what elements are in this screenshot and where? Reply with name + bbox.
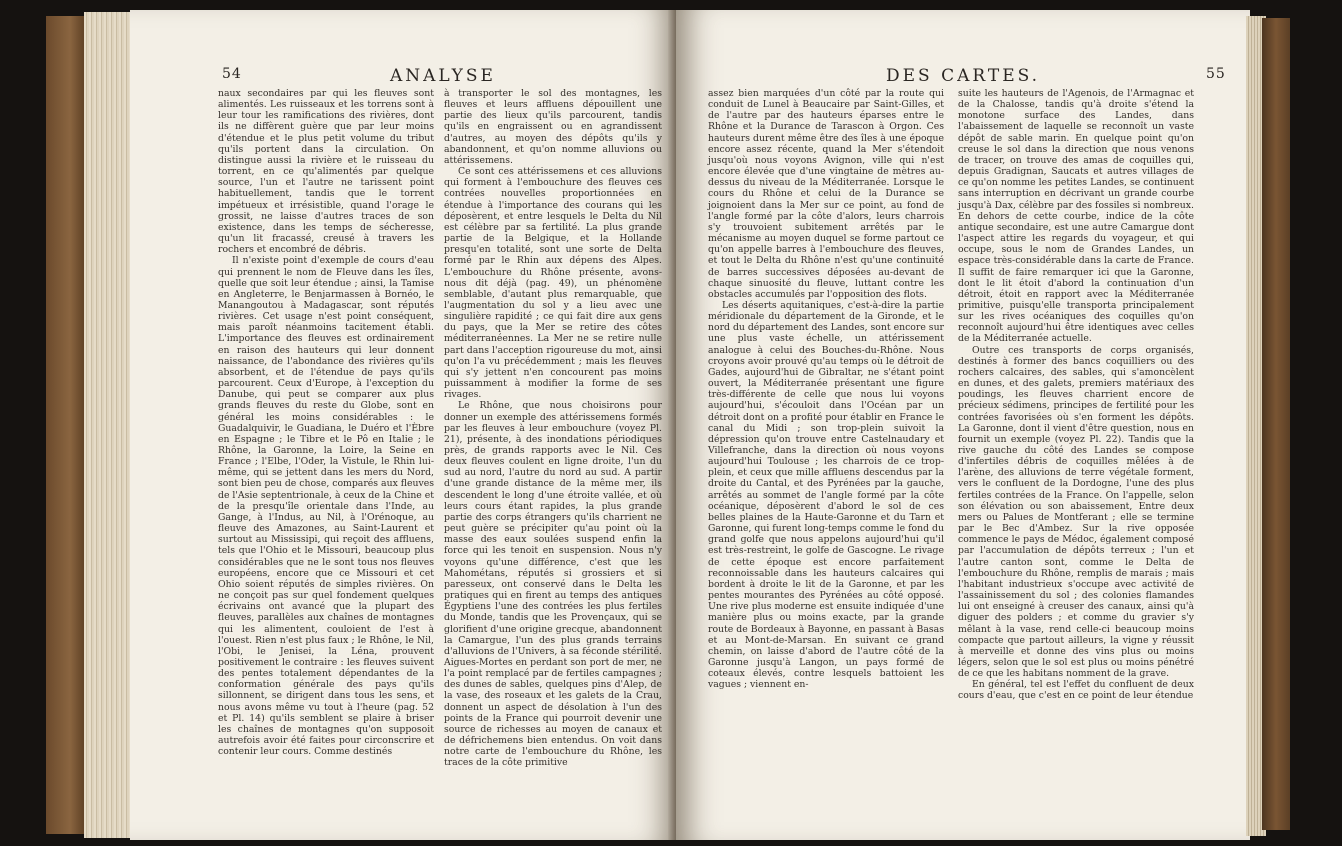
page-number: 54 xyxy=(222,66,242,82)
paragraph: Outre ces transports de corps organisés, destinés à former des bancs coquilliers ou des rochers calcaires, des sables, qui s'amoncèlent en dunes, et des galets, premiers matériaux des poudings, les fleuves charrient encore de précieux sédimens, principes de fertilité pour les contrées favorisées où s'en forment les dépôts. La Garonne, dont il vient d'être question, nous en fournit un exemple (voyez Pl. 22). Tandis que la rive gauche du côté des Landes se compose d'infertiles débris de coquilles mêlées à de l'arène, des alluvions de terre végétale forment, vers le confluent de la Dordogne, l'une des plus fertiles contrées de la France. On l'appelle, selon son élévation ou son abaissement, Entre deux mers ou Palues de Montferant ; elle se termine par le Bec d'Ambez. Sur la rive opposée commence le pays de Médoc, également composé par l'accumulation de dépôts terreux ; l'un et l'autre canton sont, comme le Delta de l'embouchure du Rhône, remplis de marais ; mais l'habitant industrieux s'occupe avec activité de l'assainissement du sol ; des colonies flamandes lui ont enseigné à creuser des canaux, ainsi qu'à diguer des polders ; et comme du gravier s'y mêlant à la vase, rend celle-ci beaucoup moins compacte que partout ailleurs, la vigne y réussit à merveille et donne des vins plus ou moins légers, selon que le sol est plus ou moins pénétré de ce que les habitans nomment de la grave. xyxy=(958,344,1194,680)
paragraph: En général, tel est l'effet du confluent de deux cours d'eau, que c'est en ce point de leur étendue xyxy=(958,679,1194,702)
running-head: DES CARTES. xyxy=(886,66,1041,86)
running-head: ANALYSE xyxy=(390,66,496,86)
page-edges-left xyxy=(84,12,132,838)
left-page xyxy=(130,10,676,840)
book-cover-left xyxy=(46,16,86,834)
paragraph: Les déserts aquitaniques, c'est-à-dire la partie méridionale du département de la Gironde, et le nord du département des Landes, sont encore sur une plus vaste échelle, un attérissement analogue à celui des Bouches-du-Rhône. Nous croyons avoir prouvé qu'au temps où le détroit de Gades, aujourd'hui de Gibraltar, ne s'étant point ouvert, la Méditerranée présentant une figure très-différente de celle que nous lui voyons aujourd'hui, s'écouloit dans l'Océan par un détroit dont on a profité pour établir en France le canal du Midi ; son trop-plein suivoit la dépression qu'on trouve entre Castelnaudary et Villefranche, dans la direction où nous voyons aujourd'hui Toulouse ; les charrois de ce trop-plein, et ceux que mille affluens descendus par la droite du Cantal, et des Pyrénées par la gauche, arrêtés au sommet de l'angle formé par la côte océanique, déposèrent d'abord le sol de ces belles plaines de la Haute-Garonne et du Tarn et Garonne, qui furent long-temps comme le fond du grand golfe que nous appelons aujourd'hui qu'il est très-restreint, le golfe de Gascogne. Le rivage de cette époque est encore parfaitement reconnoissable dans les hauteurs calcaires qui bordent à droite le lit de la Garonne, et par les pentes mourantes des Pyrénées au côté opposé. Une rive plus moderne est ensuite indiquée d'une manière plus ou moins exacte, par la grande route de Bordeaux à Bayonne, en passant à Basas et au Mont-de-Marsan. En suivant ce grand chemin, on laisse d'abord de l'autre côté de la Garonne jusqu'à Langon, un pays formé de coteaux élevés, contre lesquels battoient les vagues ; viennent en- xyxy=(708,299,944,691)
paragraph: Le Rhône, que nous choisirons pour donner un exemple des attérissemens formés par les fleuves à leur embouchure (voyez Pl. 21), présente, à des inondations périodiques près, de grands rapports avec le Nil. Ces deux fleuves coulent en ligne droite, l'un du sud au nord, l'autre du nord au sud. A partir d'une grande distance de la même mer, ils descendent le long d'une étroite vallée, et où leurs cours étant rapides, la plus grande partie des corps étrangers qu'ils charrient ne peut guère se précipiter qu'au point où la masse des eaux soulées suspend enfin la force qui les tenoit en suspension. Nous n'y voyons qu'une différence, c'est que les Mahométans, réputés si grossiers et si paresseux, ont conservé dans le Delta les pratiques qui en firent au temps des antiques Égyptiens l'une des contrées les plus fertiles du Monde, tandis que les Provençaux, qui se glorifient d'une origine grecque, abandonnent la Camargue, l'un des plus grands terrains d'alluvions de l'Univers, à sa féconde stérilité. Aigues-Mortes en perdant son port de mer, ne l'a point remplacé par de fertiles campagnes ; des dunes de sables, quelques pins d'Alep, de la vase, des roseaux et les galets de la Crau, donnent un aspect de désolation à l'un des points de la France qui pourroit devenir une source de richesses au moyen de canaux et de défrichemens bien entendus. On voit dans notre carte de l'embouchure du Rhône, les traces de la côte primitive xyxy=(444,400,662,769)
paragraph: Ce sont ces attérissemens et ces alluvions qui forment à l'embouchure des fleuves ces contrées nouvelles proportionnées en étendue à l'importance des courans qui les déposèrent, et entre lesquels le Delta du Nil est célèbre par sa fertilité. La plus grande partie de la Belgique, et la Hollande presqu'en totalité, sont une sorte de Delta formé par le Rhin aux dépens des Alpes. L'embouchure du Rhône présente, avons-nous dit déjà (pag. 49), un phénomène semblable, d'autant plus remarquable, que l'augmentation du sol y a lieu avec une singulière rapidité ; ce qui fait dire aux gens du pays, que la Mer se retire des côtes méditerranéennes. La Mer ne se retire nulle part dans l'acception rigoureuse du mot, ainsi qu'on l'a vu précédemment ; mais les fleuves qui s'y jettent n'en concourent pas moins puissamment à modifier la forme de ses rivages. xyxy=(444,166,662,401)
paragraph: suite les hauteurs de l'Agenois, de l'Armagnac et de la Chalosse, tandis qu'à droite s'étend la monotone surface des Landes, dans l'abaissement de laquelle se reconnoît un vaste dépôt de sable marin. En quelque point qu'on creuse le sol dans la direction que nous venons de tracer, on trouve des amas de coquilles qui, depuis Gradignan, Saucats et autres villages de ce qu'on nomme les petites Landes, se continuent sans interruption en décrivant un grande courbe jusqu'à Dax, célèbre par des fossiles si nombreux. En dehors de cette courbe, indice de la côte antique secondaire, est une autre Camargue dont l'aspect attire les regards du voyageur, et qui occupe, sous le nom de Grandes Landes, un espace très-considérable dans la carte de France. Il suffit de faire remarquer ici que la Garonne, dont le lit étoit d'abord la continuation d'un détroit, étoit en rapport avec la Méditerranée primitive, puisqu'elle transporta principalement sur les rives océaniques des coquilles qu'on reconnoît aujourd'hui être identiques avec celles de la Méditerranée actuelle. xyxy=(958,88,1194,345)
paragraph: Il n'existe point d'exemple de cours d'eau qui prennent le nom de Fleuve dans les îles, quelle que soit leur étendue ; ainsi, la Tamise en Angleterre, le Benjarmassen à Bornéo, le Manangoutou à Madagascar, sont réputés rivières. Cet usage n'est point conséquent, mais paroît néanmoins tacitement établi. L'importance des fleuves est ordinairement en raison des hauteurs qui leur donnent naissance, de l'abondance des rivières qu'ils absorbent, et de l'étendue de pays qu'ils parcourent. Ceux d'Europe, à l'exception du Danube, qui peut se comparer aux plus grands fleuves du reste du Globe, sont en général les moins considérables : le Guadalquivir, le Guadiana, le Duéro et l'Èbre en Espagne ; le Tibre et le Pô en Italie ; le Rhône, la Garonne, la Loire, la Seine en France ; l'Elbe, l'Oder, la Vistule, le Rhin lui-même, qui se jettent dans les mers du Nord, sont bien peu de chose, comparés aux fleuves de l'Asie septentrionale, à ceux de la Chine et de la presqu'île orientale dans l'Inde, au Gange, à l'Indus, au Nil, à l'Orénoque, au fleuve des Amazones, au Saint-Laurent et surtout au Mississipi, qui reçoit des affluens, tels que l'Ohio et le Missouri, beaucoup plus considérables que ne le sont tous nos fleuves européens, encore que ce Missouri et cet Ohio soient réputés de simples rivières. On ne conçoit pas sur quel fondement quelques écrivains ont avancé que la plupart des fleuves, parallèles aux chaînes de montagnes qui les alimentent, couloient de l'est à l'ouest. Rien n'est plus faux ; le Rhône, le Nil, l'Obi, le Jenisei, la Léna, prouvent positivement le contraire : les fleuves suivent des pentes totalement dépendantes de la conformation générale des pays qu'ils sillonnent, se dirigent dans tous les sens, et nous avons même vu tout à l'heure (pag. 52 et Pl. 14) qu'ils semblent se plaire à briser les chaînes de montagnes qu'on supposoit autrefois avoir été faites pour circonscrire et contenir leur cours. Comme destinés xyxy=(218,255,434,758)
text-column-1 xyxy=(218,88,434,757)
right-page xyxy=(676,10,1250,840)
book-cover-right xyxy=(1262,18,1290,830)
paragraph: assez bien marquées d'un côté par la route qui conduit de Lunel à Beaucaire par Saint-Gilles, et de l'autre par des hauteurs éparses entre le Rhône et la Durance de Tarascon à Orgon. Ces hauteurs durent même être des îles à une époque encore assez récente, quand la Mer s'étendoit jusqu'où nous voyons Avignon, ville qui n'est encore élevée que d'une vingtaine de mètres au-dessus du niveau de la Méditerranée. Lorsque le cours du Rhône et celui de la Durance se joignoient dans la Mer sur ce point, au fond de l'angle formé par la côte d'alors, leurs charrois s'y trouvoient subitement arrêtés par le mécanisme au moyen duquel se forme partout ce qu'on appelle barres à l'embouchure des fleuves, et tout le Delta du Rhône n'est qu'une continuité de barres successives déposées au-devant de chaque sinuosité du fleuve, luttant contre les obstacles accumulés par l'opposition des flots. xyxy=(708,88,944,300)
text-column-2 xyxy=(958,88,1194,702)
paragraph: naux secondaires par qui les fleuves sont alimentés. Les ruisseaux et les torrens sont à leur tour les ramifications des rivières, dont ils ne diffèrent guère que par leur moins d'étendue et le plus petit volume du tribut qu'ils portent dans la circulation. On distingue aussi la rivière et le ruisseau du torrent, en ce qu'alimentés par quelque source, l'un et l'autre ne tarissent point habituellement, tandis que le torrent impétueux et irrésistible, quand l'orage le grossit, ne laisse d'autres traces de son existence, dans les temps de sécheresse, qu'un lit fracassé, creusé à travers les rochers et encombré de débris. xyxy=(218,88,434,256)
paragraph: à transporter le sol des montagnes, les fleuves et leurs affluens dépouillent une partie des lieux qu'ils parcourent, tandis qu'ils en engraissent ou en agrandissent d'autres, au moyen des dépôts qu'ils y abandonnent, et qu'on nomme alluvions ou attérissemens. xyxy=(444,88,662,166)
text-column-1 xyxy=(708,88,944,690)
page-number: 55 xyxy=(1206,66,1226,82)
text-column-2 xyxy=(444,88,662,769)
